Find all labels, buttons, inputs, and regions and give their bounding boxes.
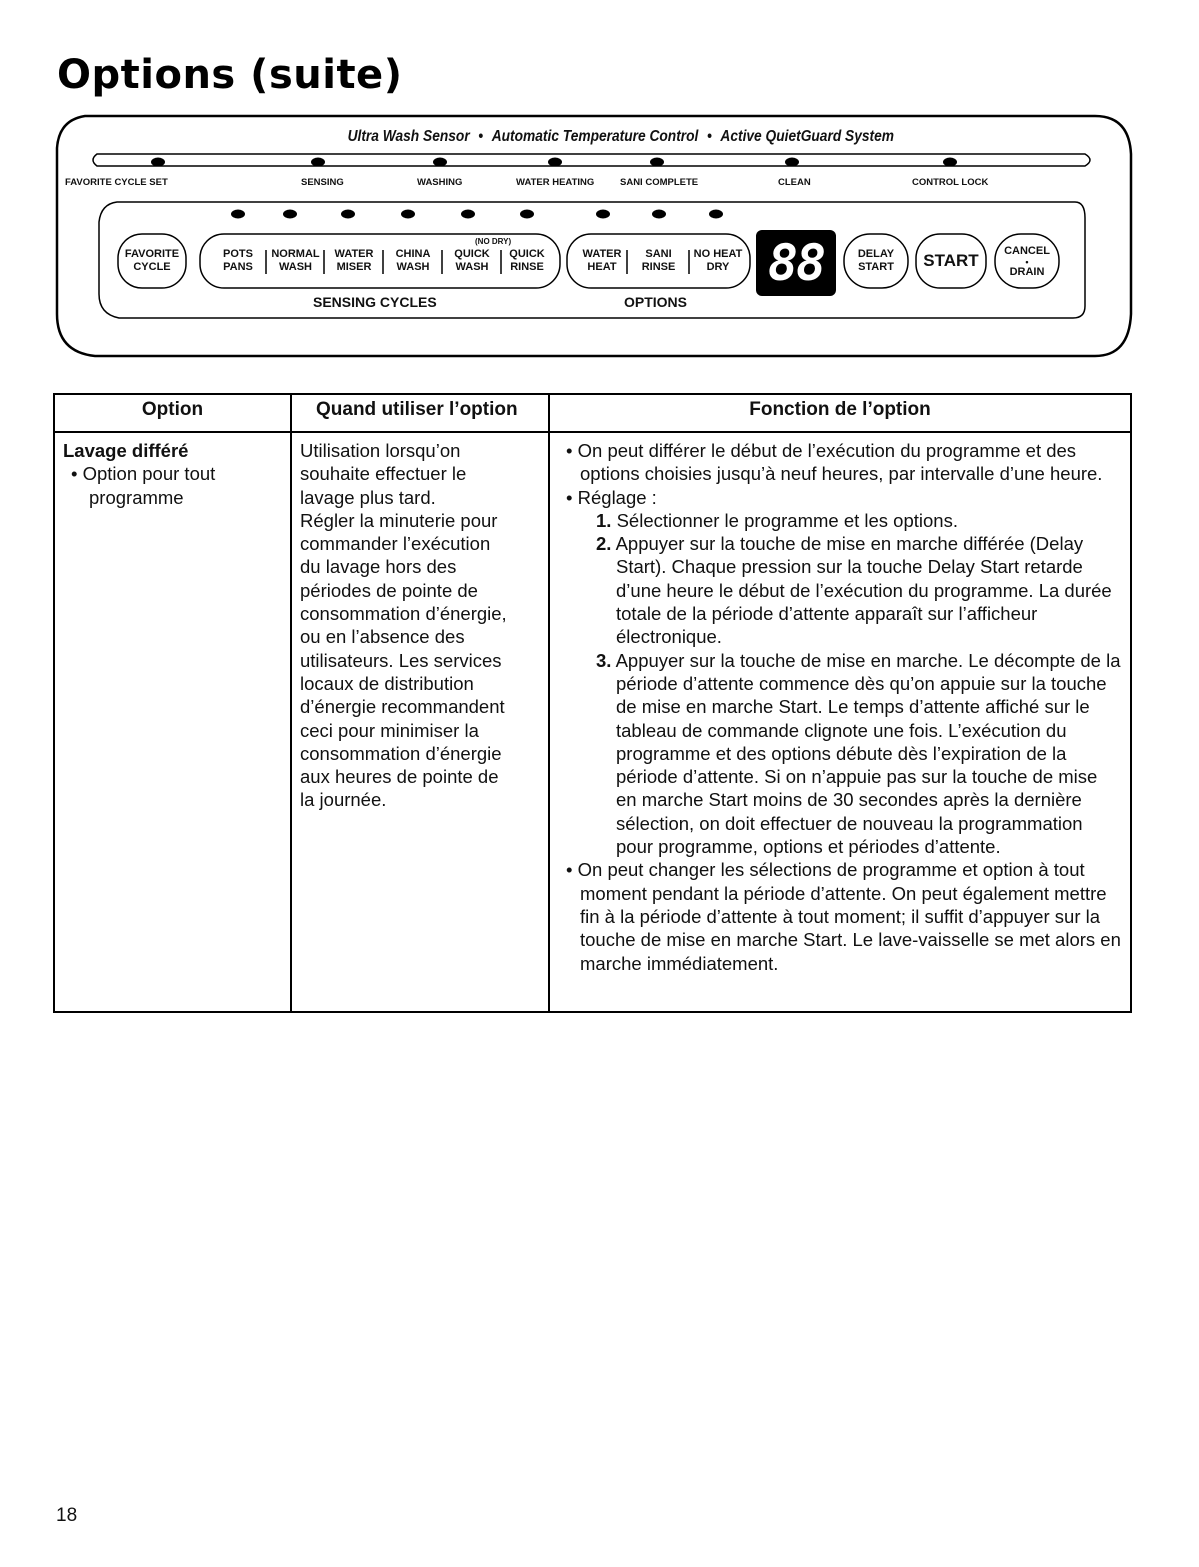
header-function: Fonction de l’option <box>549 394 1131 432</box>
digital-display: 88 <box>767 234 825 292</box>
when-line: du lavage hors des <box>300 556 457 578</box>
header-when: Quand utiliser l’option <box>291 394 549 432</box>
no-heat-dry-line1: NO HEAT <box>693 248 743 260</box>
pots-pans-button <box>213 248 263 274</box>
no-heat-dry-line2: DRY <box>706 261 730 273</box>
normal-wash-button <box>267 248 324 274</box>
status-washing: WASHING <box>417 177 463 188</box>
when-line: la journée. <box>300 789 387 811</box>
feature-quietguard: Active QuietGuard System <box>720 128 894 145</box>
favorite-cycle-line1: FAVORITE <box>124 248 180 260</box>
pots-pans-line1: POTS <box>223 248 253 260</box>
sani-rinse-line1: SANI <box>645 248 672 260</box>
sensing-cycles-label: SENSING CYCLES <box>313 294 437 310</box>
status-clean: CLEAN <box>778 177 811 188</box>
water-heat-button <box>577 248 627 274</box>
favorite-cycle-line2: CYCLE <box>133 261 171 273</box>
panel-outline <box>55 114 1135 359</box>
when-line: utilisateurs. Les services <box>300 649 502 671</box>
when-line: Utilisation lorsqu’on <box>300 440 461 461</box>
options-table <box>53 393 1132 1013</box>
water-miser-button <box>325 248 383 274</box>
status-sensing: SENSING <box>301 177 344 188</box>
feature-line: Ultra Wash Sensor • Automatic Temperature Control • Active QuietGuard System <box>347 128 894 145</box>
function-step <box>558 532 1122 648</box>
options-label: OPTIONS <box>624 294 688 310</box>
when-line: consommation d’énergie <box>300 742 502 764</box>
status-sani-complete: SANI COMPLETE <box>620 177 699 188</box>
when-line: commander l’exécution <box>300 533 491 555</box>
function-bullet-delay-text: On peut différer le début de l’exécution du programme et des options choisies jusqu’à neuf heures, par intervalle d’une heure. <box>577 440 1103 485</box>
water-miser-line1: WATER <box>334 248 374 260</box>
pots-pans-line2: PANS <box>223 261 253 273</box>
status-favorite-cycle-set: FAVORITE CYCLE SET <box>65 177 168 188</box>
when-line: Régler la minuterie pour <box>300 509 498 531</box>
header-option: Option <box>54 394 291 432</box>
function-step <box>558 509 1122 532</box>
step-number: 2. <box>596 533 612 555</box>
option-name: Lavage différé <box>63 440 189 461</box>
function-cell <box>549 432 1131 1012</box>
function-bullet-setting: • Réglage : <box>566 486 657 508</box>
water-heat-line2: HEAT <box>587 261 617 273</box>
delay-start-line2: START <box>858 261 894 273</box>
sani-rinse-button <box>628 248 689 274</box>
cancel-drain-button <box>995 245 1059 279</box>
start-button: START <box>923 251 979 270</box>
quick-wash-line2: WASH <box>455 261 489 273</box>
quick-wash-line1: QUICK <box>454 248 490 260</box>
control-panel-illustration <box>55 114 1135 359</box>
step-number: 3. <box>596 649 612 671</box>
when-line: locaux de distribution <box>300 672 474 694</box>
when-line: souhaite effectuer le <box>300 463 467 485</box>
page-title: Options (suite) <box>57 52 403 98</box>
sani-rinse-line2: RINSE <box>641 261 676 273</box>
china-wash-line1: CHINA <box>395 248 431 260</box>
water-heat-line1: WATER <box>582 248 622 260</box>
function-bullet-change: • On peut changer les sélections de programme et option à tout moment pendant la période d’attente. On peut également mettre fin à la période d’attente à tout moment; il suffit d’appuyer sur la touche de mise en marche Start. Le lave-vaisselle se met alors en marche immédiatement. <box>566 859 1121 974</box>
when-cell <box>291 432 549 1012</box>
function-bullet-delay: • On peut différer le début de l’exécution du programme et des options choisies jusqu’à neuf heures, par intervalle d’une heure. <box>566 440 1103 485</box>
function-step <box>558 649 1122 859</box>
table-row <box>54 432 1131 1012</box>
when-line: d’énergie recommandent <box>300 696 505 718</box>
status-control-lock: CONTROL LOCK <box>912 177 989 188</box>
water-miser-line2: MISER <box>336 261 372 273</box>
favorite-cycle-button <box>118 248 186 274</box>
option-desc-line2: programme <box>89 486 184 508</box>
function-bullet-setting-text: Réglage : <box>577 486 657 508</box>
function-bullet-change-text: On peut changer les sélections de programme et option à tout moment pendant la période d’attente. On peut également mettre fin à la période d’attente à tout moment; il suffit d’appuyer sur la touche de mise en marche Start. Le lave-vaisselle se met alors en marche immédiatement. <box>577 859 1121 974</box>
quick-rinse-line1: QUICK <box>509 248 545 260</box>
cancel-drain-line1: CANCEL <box>1004 245 1050 257</box>
quick-wash-button <box>443 248 501 274</box>
normal-wash-line1: NORMAL <box>271 248 320 260</box>
step-text: Sélectionner le programme et les options. <box>616 509 958 531</box>
no-dry-note: (NO DRY) <box>475 237 512 246</box>
feature-temp-control: Automatic Temperature Control <box>491 128 699 145</box>
step-text: Appuyer sur la touche de mise en marche différée (Delay Start). Chaque pression sur la touche Delay Start retarde d’une heure le début de l’exécution du programme. La durée totale de la période d’attente apparaît sur l’afficheur électronique. <box>615 533 1112 648</box>
step-number: 1. <box>596 509 612 531</box>
china-wash-button <box>384 248 442 274</box>
when-line: aux heures de pointe de <box>300 766 499 788</box>
cancel-drain-line2: DRAIN <box>1009 266 1045 278</box>
table-header-row <box>54 394 1131 432</box>
when-line: périodes de pointe de <box>300 579 478 601</box>
no-heat-dry-button <box>690 248 746 274</box>
page-number: 18 <box>56 1505 78 1526</box>
delay-start-line1: DELAY <box>857 248 895 260</box>
normal-wash-line2: WASH <box>279 261 312 273</box>
when-line: lavage plus tard. <box>300 486 436 508</box>
when-line: ceci pour minimiser la <box>300 719 479 741</box>
option-desc-line1: • Option pour tout <box>71 463 216 485</box>
quick-rinse-line2: RINSE <box>510 261 544 273</box>
step-text: Appuyer sur la touche de mise en marche. Le décompte de la période d’attente commence dès qu’on appuie sur la touche de mise en marche Start. Le temps d’attente affiché sur le tableau de commande clignote une fois. L’exécution du programme et des options débute dès l’expiration de la période d’attente. Si on n’appuie pas sur la touche de mise en marche Start moins de 30 secondes après la dernière sélection, on doit effectuer de nouveau la programmation pour programme, options et périodes d’attente. <box>615 649 1121 858</box>
delay-start-button <box>844 248 908 274</box>
option-cell <box>54 432 291 1012</box>
when-line: ou en l’absence des <box>300 626 465 648</box>
status-water-heating: WATER HEATING <box>516 177 595 188</box>
china-wash-line2: WASH <box>396 261 430 273</box>
feature-ultra-wash: Ultra Wash Sensor <box>347 128 470 145</box>
cancel-drain-dot: • <box>1025 257 1029 267</box>
when-line: consommation d’énergie, <box>300 603 507 625</box>
quick-rinse-button <box>502 248 552 274</box>
